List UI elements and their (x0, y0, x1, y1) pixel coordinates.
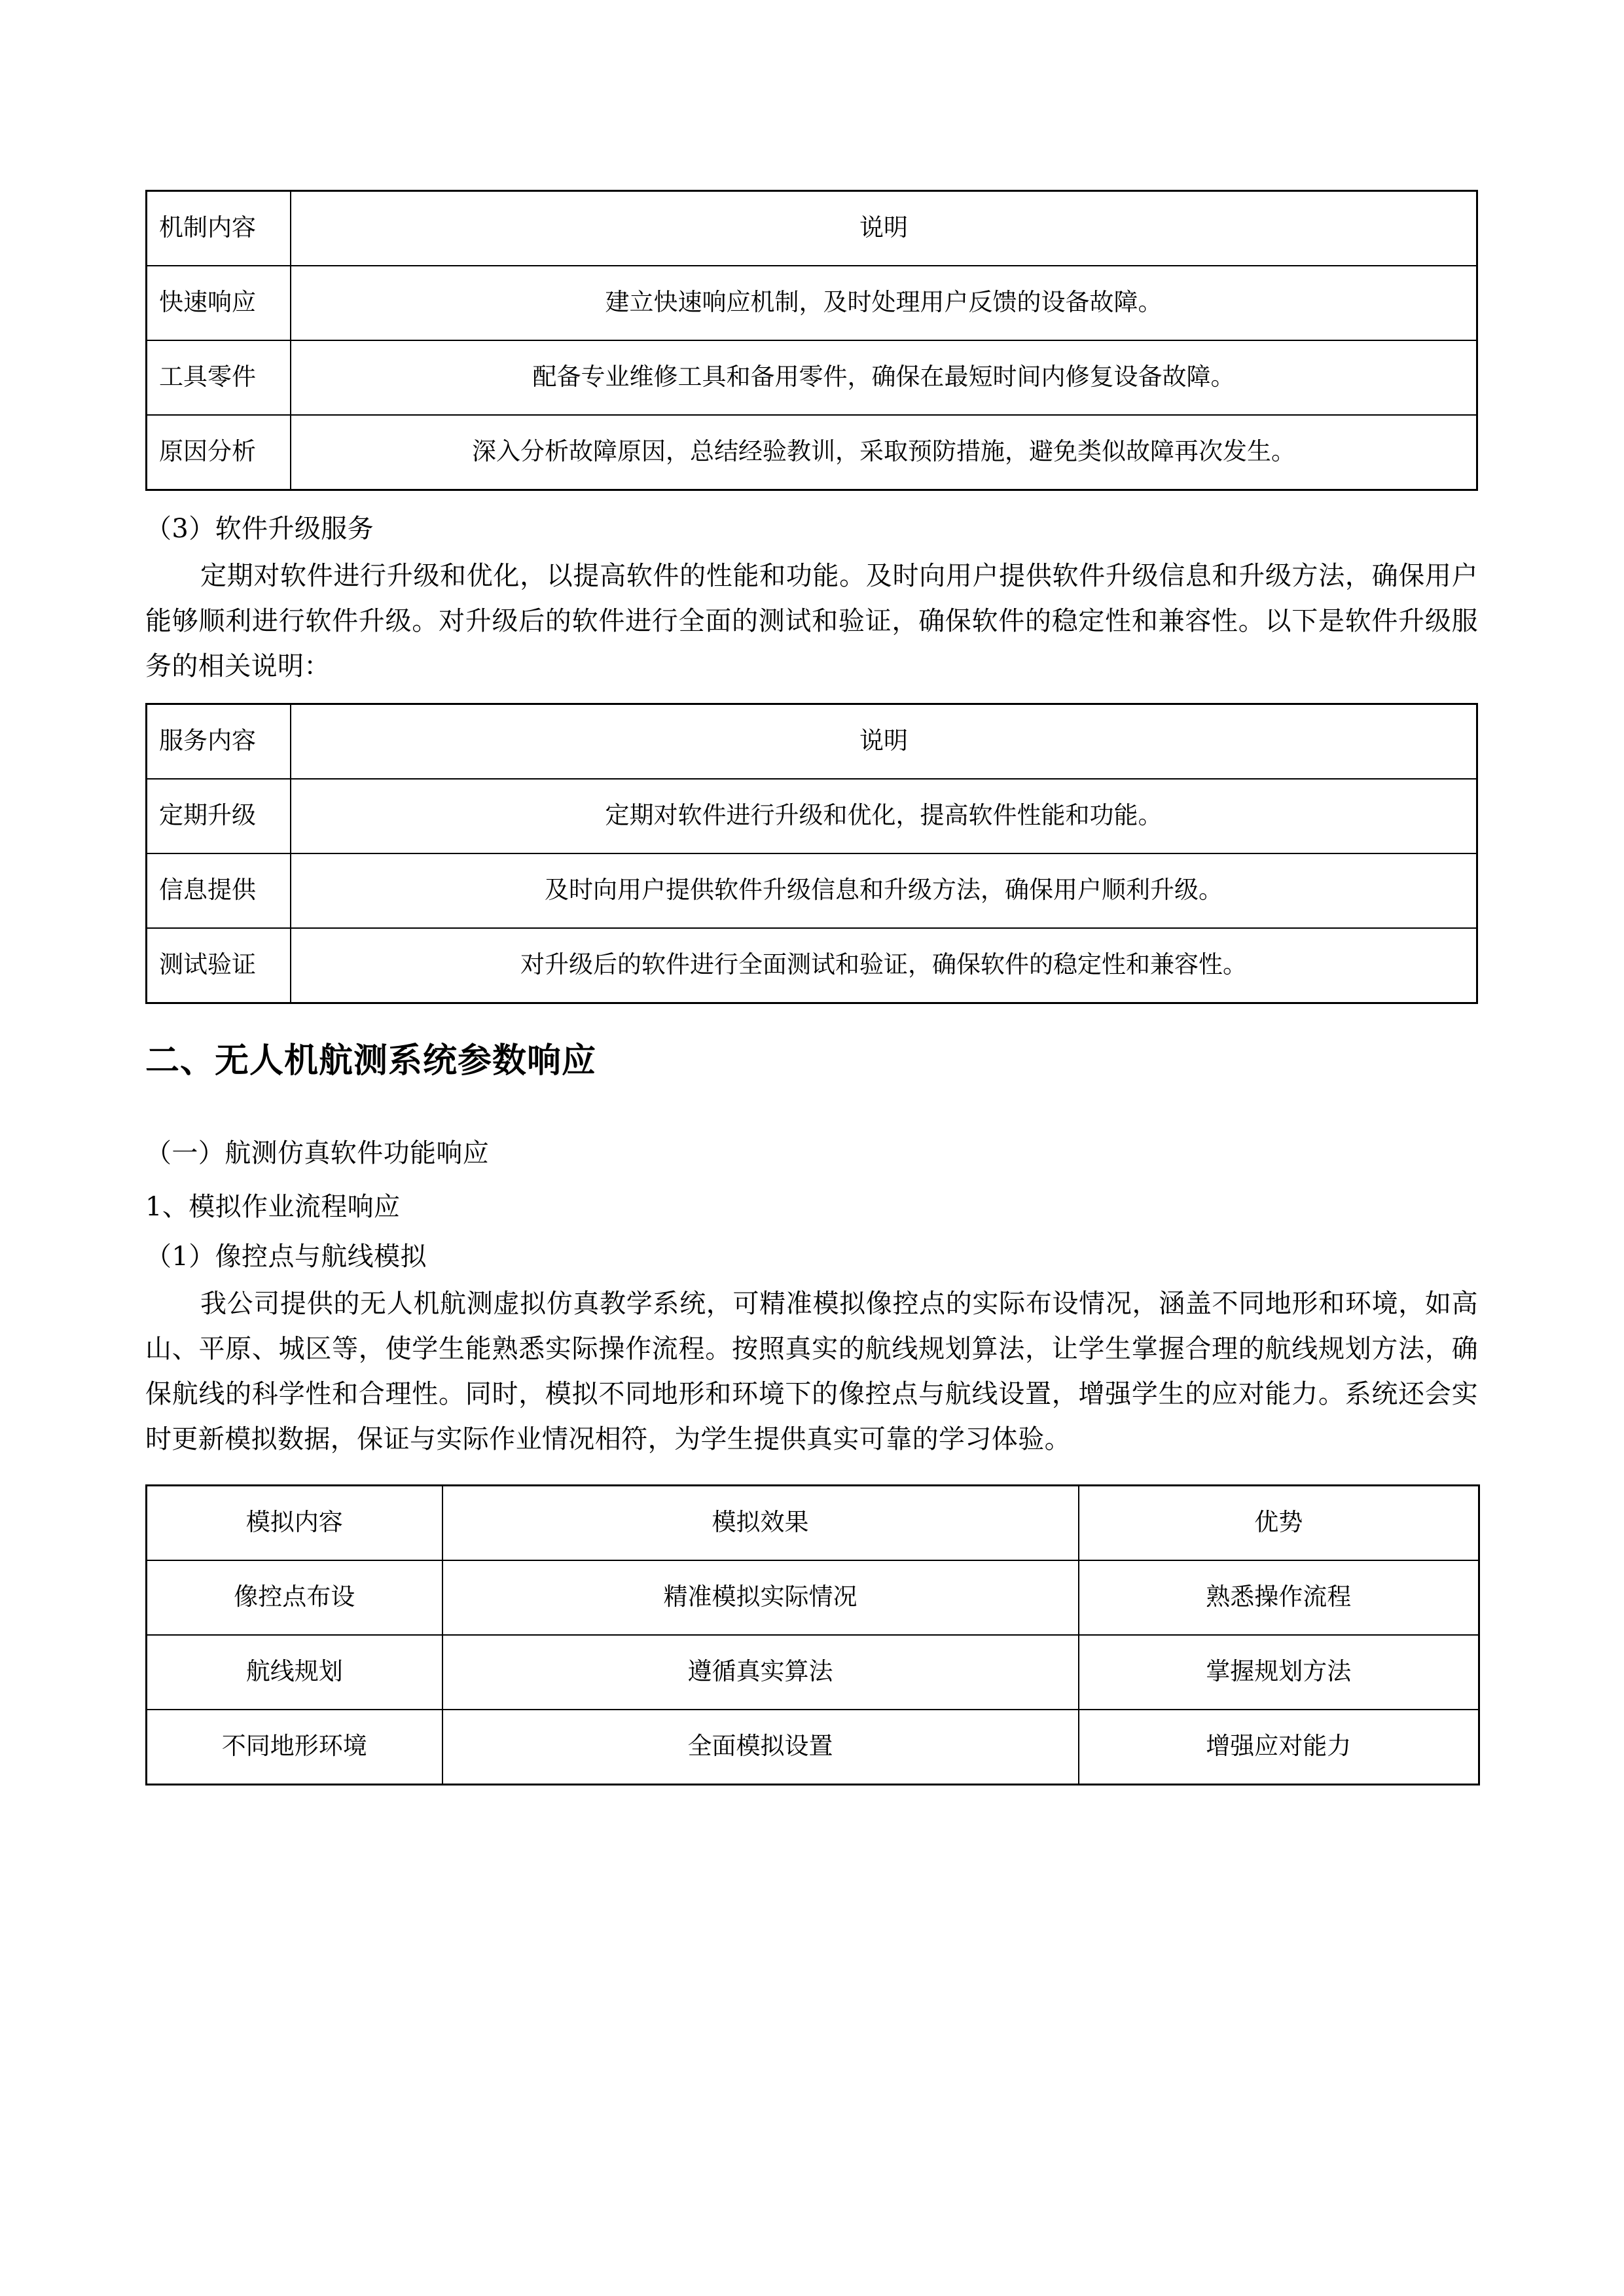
cell-text: 不同地形环境 (221, 1731, 367, 1760)
table-header-cell-desc (291, 704, 1477, 780)
table-header-cell-advantage (1079, 1485, 1479, 1560)
table-header-cell-desc (291, 191, 1477, 266)
table-row (147, 928, 1477, 1003)
paragraph-simulation-description: 我公司提供的无人机航测虚拟仿真教学系统，可精准模拟像控点的实际布设情况，涵盖不同地形和环境，如高山、平原、城区等，使学生能熟悉实际操作流程。按照真实的航线规划算法，让学生掌握合理的航线规划方法，确保航线的科学性和合理性。同时，模拟不同地形和环境下的像控点与航线设置，增强学生的应对能力。系统还会实时更新模拟数据，保证与实际作业情况相符，为学生提供真实可靠的学习体验。 (145, 1289, 1478, 1454)
cell-text: 遵循真实算法 (687, 1657, 833, 1685)
table-cell-effect (442, 1635, 1079, 1710)
software-upgrade-service-table (145, 703, 1478, 1004)
table-row (147, 853, 1477, 928)
table-cell-effect (442, 1560, 1079, 1635)
table-cell-advantage (1079, 1710, 1479, 1785)
table-row (147, 340, 1477, 415)
table-header-cell-item (147, 704, 291, 780)
table-cell-desc (291, 415, 1477, 490)
table-row (147, 266, 1477, 340)
cell-text: 工具零件 (159, 363, 256, 391)
cell-text: 对升级后的软件进行全面测试和验证，确保软件的稳定性和兼容性。 (520, 950, 1247, 979)
table-row (147, 1560, 1479, 1635)
subsection-heading-upgrade: （3）软件升级服务 (145, 514, 374, 544)
table-cell-desc (291, 340, 1477, 415)
cell-text: 熟悉操作流程 (1206, 1582, 1352, 1611)
cell-text: 信息提供 (159, 876, 256, 905)
table-cell-advantage (1079, 1560, 1479, 1635)
table-cell-advantage (1079, 1635, 1479, 1710)
maintenance-mechanism-table (145, 190, 1478, 491)
header-label-effect: 模拟效果 (712, 1507, 809, 1536)
table-cell-item (147, 779, 291, 853)
table-cell-effect (442, 1710, 1079, 1785)
header-label-item: 机制内容 (159, 213, 256, 242)
table-row (147, 1710, 1479, 1785)
subsection-heading-process: 1、模拟作业流程响应 (145, 1192, 401, 1223)
header-label-advantage: 优势 (1254, 1507, 1303, 1536)
table-header-row (147, 191, 1477, 266)
table-cell-desc (291, 853, 1477, 928)
table-row (147, 779, 1477, 853)
cell-text: 配备专业维修工具和备用零件，确保在最短时间内修复设备故障。 (532, 363, 1235, 391)
simulation-content-table (145, 1484, 1480, 1785)
cell-text: 快速响应 (159, 288, 256, 317)
table-cell-item (147, 266, 291, 340)
table-header-row (147, 704, 1477, 780)
header-label-item: 服务内容 (159, 726, 256, 755)
table-cell-content (147, 1560, 442, 1635)
table-row (147, 1635, 1479, 1710)
table-header-cell-item (147, 191, 291, 266)
cell-text: 定期对软件进行升级和优化，提高软件性能和功能。 (605, 801, 1163, 830)
table-cell-desc (291, 266, 1477, 340)
cell-text: 精准模拟实际情况 (663, 1582, 857, 1611)
header-label-desc: 说明 (859, 213, 908, 242)
cell-text: 定期升级 (159, 801, 256, 830)
table-cell-desc (291, 779, 1477, 853)
table-cell-item (147, 340, 291, 415)
cell-text: 及时向用户提供软件升级信息和升级方法，确保用户顺利升级。 (545, 876, 1223, 905)
table-header-cell-effect (442, 1485, 1079, 1560)
subsection-heading-gcp-route: （1）像控点与航线模拟 (145, 1242, 427, 1272)
table-cell-desc (291, 928, 1477, 1003)
header-label-content: 模拟内容 (245, 1507, 343, 1536)
table-header-cell-content (147, 1485, 442, 1560)
cell-text: 航线规划 (245, 1657, 343, 1685)
table-header-row (147, 1485, 1479, 1560)
cell-text: 增强应对能力 (1206, 1731, 1352, 1760)
cell-text: 建立快速响应机制，及时处理用户反馈的设备故障。 (605, 288, 1163, 317)
page-content (145, 190, 1478, 1785)
paragraph-upgrade-service: 定期对软件进行升级和优化，以提高软件的性能和功能。及时向用户提供软件升级信息和升级方法，确保用户能够顺利进行软件升级。对升级后的软件进行全面的测试和验证，确保软件的稳定性和兼容性。以下是软件升级服务的相关说明： (145, 561, 1478, 681)
cell-text: 深入分析故障原因，总结经验教训，采取预防措施，避免类似故障再次发生。 (472, 437, 1295, 466)
cell-text: 原因分析 (159, 437, 256, 466)
table-cell-content (147, 1635, 442, 1710)
table-row (147, 415, 1477, 490)
table-cell-item (147, 853, 291, 928)
table-cell-content (147, 1710, 442, 1785)
cell-text: 全面模拟设置 (687, 1731, 833, 1760)
cell-text: 测试验证 (159, 950, 256, 979)
cell-text: 像控点布设 (234, 1582, 355, 1611)
header-label-desc: 说明 (859, 726, 908, 755)
table-cell-item (147, 415, 291, 490)
cell-text: 掌握规划方法 (1206, 1657, 1352, 1685)
subsection-heading-one: （一）航测仿真软件功能响应 (145, 1138, 490, 1169)
table-cell-item (147, 928, 291, 1003)
section-heading-two: 二、无人机航测系统参数响应 (145, 1041, 597, 1081)
